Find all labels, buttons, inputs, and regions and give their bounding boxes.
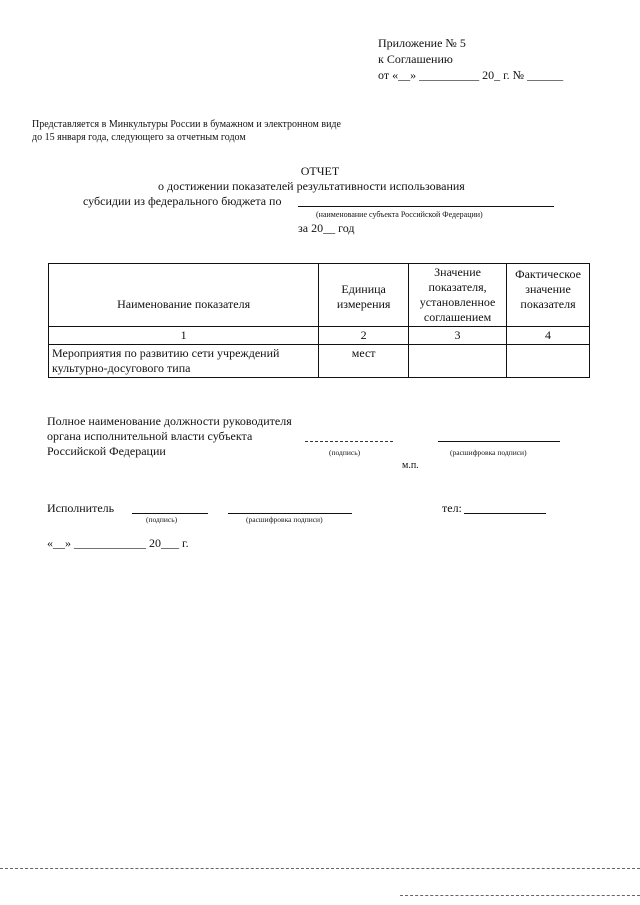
table-header-row [49, 264, 590, 327]
scan-edge-line [0, 868, 640, 869]
report-year: за 20__ год [298, 221, 355, 235]
executor-decode-caption: (расшифровка подписи) [246, 515, 323, 524]
table-number-row [49, 327, 590, 345]
executor-phone-line [464, 513, 546, 514]
column-number: 4 [507, 327, 590, 345]
column-number: 2 [319, 327, 409, 345]
signatory-signature-line [305, 441, 393, 442]
stamp-place: м.п. [402, 460, 419, 471]
signatory-title-line1: Полное наименование должности руководителя [47, 414, 292, 428]
date-line: «__» ____________ 20___ г. [47, 536, 189, 550]
scan-edge-line [400, 895, 640, 896]
report-subtitle: о достижении показателей результативности использования [158, 179, 465, 193]
column-number: 3 [409, 327, 507, 345]
header-actual-value: Фактическое значение показателя [507, 264, 590, 327]
header-planned-value: Значение показателя, установленное соглашением [409, 264, 507, 327]
executor-sign-caption: (подпись) [146, 515, 178, 524]
report-heading: ОТЧЕТ [300, 164, 340, 178]
indicator-name-cell: Мероприятия по развитию сети учреждений культурно-досугового типа [49, 345, 319, 378]
signatory-decode-line [438, 441, 560, 442]
column-number: 1 [49, 327, 319, 345]
signatory-title-line3: Российской Федерации [47, 444, 166, 458]
appendix-date-number: от «__» __________ 20_ г. № ______ [378, 68, 564, 82]
report-subsidy-line: субсидии из федерального бюджета по [83, 194, 282, 208]
indicator-unit-cell: мест [319, 345, 409, 378]
executor-phone-label: тел: [442, 501, 462, 515]
subject-underline [298, 206, 554, 207]
signatory-title-line2: органа исполнительной власти субъекта [47, 429, 253, 443]
appendix-number: Приложение № 5 [378, 36, 466, 50]
table-row [49, 345, 590, 378]
indicator-planned-cell [409, 345, 507, 378]
subject-caption: (наименование субъекта Российской Федерации) [316, 210, 483, 219]
signatory-decode-caption: (расшифровка подписи) [450, 448, 527, 457]
signatory-sign-caption: (подпись) [329, 448, 361, 457]
indicators-table [48, 263, 590, 378]
appendix-agreement-ref: к Соглашению [378, 52, 453, 66]
submission-note-line2: до 15 января года, следующего за отчетным годом [32, 132, 246, 143]
executor-signature-line [132, 513, 208, 514]
header-unit: Единица измерения [319, 264, 409, 327]
header-indicator-name: Наименование показателя [49, 264, 319, 327]
executor-label: Исполнитель [47, 501, 115, 515]
submission-note-line1: Представляется в Минкультуры России в бумажном и электронном виде [32, 119, 341, 130]
executor-decode-line [228, 513, 352, 514]
indicator-actual-cell [507, 345, 590, 378]
